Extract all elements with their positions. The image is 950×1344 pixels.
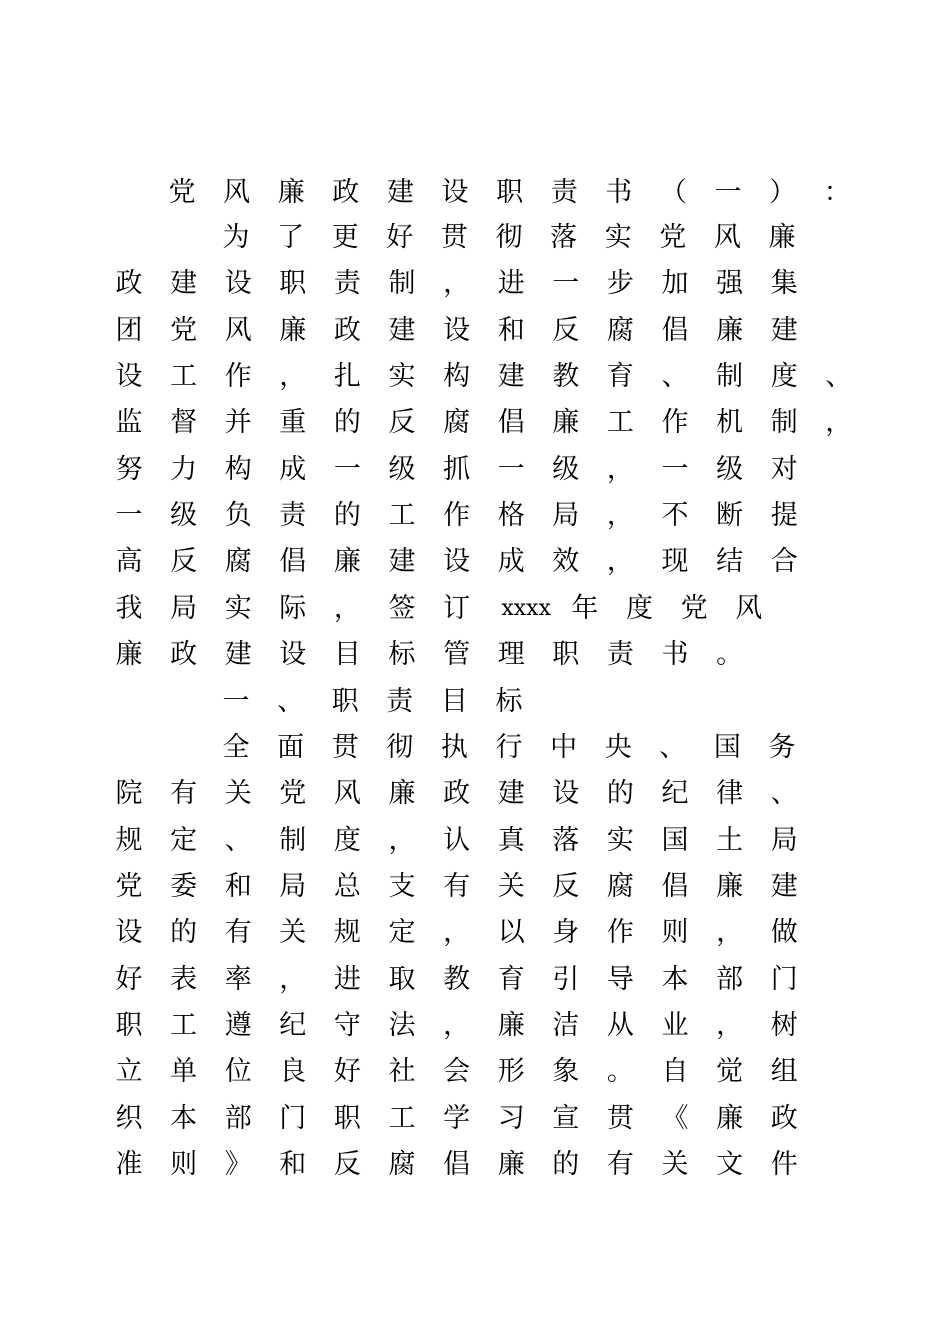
character: ， — [606, 500, 634, 531]
character: 反 — [333, 1149, 361, 1180]
character: 腐 — [606, 315, 634, 346]
character: 作 — [224, 361, 252, 392]
character: 建 — [388, 315, 416, 346]
character: 督 — [170, 407, 198, 438]
character: 责 — [550, 177, 578, 208]
character: 遵 — [224, 1010, 252, 1041]
character: 织 — [115, 1103, 143, 1134]
character: 廉 — [716, 1103, 744, 1134]
character: 律 — [716, 778, 744, 809]
character: 有 — [443, 871, 471, 902]
character: ， — [333, 593, 361, 624]
character: 反 — [552, 315, 580, 346]
character: 一 — [222, 686, 250, 717]
character: 风 — [333, 778, 361, 809]
character: 政 — [333, 315, 361, 346]
character: 党 — [115, 871, 143, 902]
character: ， — [825, 407, 853, 438]
character: 《 — [661, 1103, 689, 1134]
character: 社 — [388, 1056, 416, 1087]
character: 反 — [170, 546, 198, 577]
character: 则 — [661, 917, 689, 948]
character: 土 — [716, 825, 744, 856]
character: 国 — [661, 825, 689, 856]
character: 作 — [443, 500, 471, 531]
character: 从 — [606, 1010, 634, 1041]
character: 目 — [333, 639, 361, 670]
character: 、 — [770, 778, 798, 809]
character: 单 — [170, 1056, 198, 1087]
character: 位 — [224, 1056, 252, 1087]
character: 抓 — [443, 454, 471, 485]
character: 的 — [606, 778, 634, 809]
character: 洁 — [552, 1010, 580, 1041]
character: 业 — [661, 1010, 689, 1041]
character: 建 — [388, 546, 416, 577]
character: 反 — [388, 407, 416, 438]
character: ， — [443, 917, 471, 948]
character: 重 — [279, 407, 307, 438]
character: 工 — [170, 1010, 198, 1041]
character: 关 — [279, 917, 307, 948]
character: 对 — [770, 454, 798, 485]
character: 进 — [497, 268, 525, 299]
character: 了 — [277, 222, 305, 253]
character: 建 — [497, 361, 525, 392]
character: ， — [279, 361, 307, 392]
character: 好 — [333, 1056, 361, 1087]
character: 制 — [279, 825, 307, 856]
character: 政 — [332, 177, 360, 208]
character: 本 — [170, 1103, 198, 1134]
character: 作 — [606, 917, 634, 948]
character: 风 — [224, 315, 252, 346]
character: 际 — [279, 593, 307, 624]
character: 、 — [224, 825, 252, 856]
character: 纪 — [661, 778, 689, 809]
character: 贯 — [606, 1103, 634, 1134]
character: 党 — [279, 778, 307, 809]
character: 和 — [279, 1149, 307, 1180]
character: 加 — [661, 268, 689, 299]
character: 央 — [604, 732, 632, 763]
character: 设 — [279, 639, 307, 670]
character: 中 — [550, 732, 578, 763]
character: 结 — [716, 546, 744, 577]
character: 廉 — [552, 407, 580, 438]
character: 落 — [550, 222, 578, 253]
character: 责 — [386, 686, 414, 717]
character: 度 — [770, 361, 798, 392]
character: 好 — [115, 964, 143, 995]
character: 设 — [441, 177, 469, 208]
character: 良 — [279, 1056, 307, 1087]
character: ， — [388, 825, 416, 856]
character: 育 — [606, 361, 634, 392]
character: 风 — [735, 593, 763, 624]
character: 、 — [825, 361, 853, 392]
character: 责 — [333, 268, 361, 299]
character: 彻 — [386, 732, 414, 763]
character: 落 — [552, 825, 580, 856]
character: 门 — [279, 1103, 307, 1134]
character: 设 — [443, 546, 471, 577]
character: 局 — [170, 593, 198, 624]
character: 为 — [222, 222, 250, 253]
character: 书 — [661, 639, 689, 670]
character: 合 — [770, 546, 798, 577]
character: 构 — [443, 361, 471, 392]
character: 部 — [716, 964, 744, 995]
character: 支 — [388, 871, 416, 902]
character: 育 — [497, 964, 525, 995]
character: 定 — [170, 825, 198, 856]
character: 机 — [716, 407, 744, 438]
character: 理 — [497, 639, 525, 670]
character: 制 — [770, 407, 798, 438]
character: 倡 — [497, 407, 525, 438]
character: 教 — [552, 361, 580, 392]
character: 建 — [770, 315, 798, 346]
character: 实 — [224, 593, 252, 624]
character: 建 — [386, 177, 414, 208]
character: 廉 — [277, 177, 305, 208]
character: 宣 — [552, 1103, 580, 1134]
character: 形 — [497, 1056, 525, 1087]
character: 有 — [606, 1149, 634, 1180]
character: 彻 — [495, 222, 523, 253]
character: 度 — [626, 593, 653, 624]
character: （ — [659, 177, 687, 208]
character: 面 — [277, 732, 305, 763]
character: 习 — [497, 1103, 525, 1134]
character: 做 — [770, 917, 798, 948]
character: 廉 — [497, 1010, 525, 1041]
character: 规 — [115, 825, 143, 856]
character: 腐 — [606, 871, 634, 902]
character: ， — [716, 917, 744, 948]
character: 纪 — [279, 1010, 307, 1041]
character: 构 — [224, 454, 252, 485]
character: ， — [443, 268, 471, 299]
character: 部 — [224, 1103, 252, 1134]
character: 务 — [768, 732, 796, 763]
character: 守 — [333, 1010, 361, 1041]
latin-run: xxxx — [501, 596, 551, 621]
character: 倡 — [661, 871, 689, 902]
character: 努 — [115, 454, 143, 485]
character: 规 — [333, 917, 361, 948]
character: 廉 — [279, 315, 307, 346]
character: 工 — [388, 1103, 416, 1134]
character: 职 — [115, 1010, 143, 1041]
character: 的 — [552, 1149, 580, 1180]
character: ， — [606, 454, 634, 485]
character: 一 — [497, 454, 525, 485]
character: 年 — [571, 593, 599, 624]
character: 工 — [170, 361, 198, 392]
character: 廉 — [716, 315, 744, 346]
character: 学 — [443, 1103, 471, 1134]
character: 党 — [168, 177, 196, 208]
character: 文 — [716, 1149, 744, 1180]
character: 行 — [495, 732, 523, 763]
character: 设 — [115, 361, 143, 392]
character: 廉 — [497, 1149, 525, 1180]
character: ： — [823, 177, 851, 208]
character: 力 — [170, 454, 198, 485]
character: 局 — [279, 871, 307, 902]
character: 党 — [170, 315, 198, 346]
character: 工 — [606, 407, 634, 438]
character: 引 — [552, 964, 580, 995]
character: 标 — [495, 686, 523, 717]
character: 现 — [661, 546, 689, 577]
character: 度 — [333, 825, 361, 856]
character: 职 — [496, 177, 524, 208]
character: 门 — [770, 964, 798, 995]
character: 贯 — [440, 222, 468, 253]
character: 局 — [770, 825, 798, 856]
character: 、 — [659, 732, 687, 763]
character: 设 — [552, 778, 580, 809]
character: 一 — [115, 500, 143, 531]
character: 本 — [661, 964, 689, 995]
character: 责 — [606, 639, 634, 670]
character: 目 — [440, 686, 468, 717]
character: 定 — [388, 917, 416, 948]
character: 并 — [224, 407, 252, 438]
character: 实 — [606, 825, 634, 856]
character: 一 — [661, 454, 689, 485]
character: 廉 — [333, 546, 361, 577]
character: 责 — [279, 500, 307, 531]
character: 签 — [388, 593, 416, 624]
character: 制 — [716, 361, 744, 392]
character: 负 — [224, 500, 252, 531]
character: 象 — [552, 1056, 580, 1087]
character: 断 — [716, 500, 744, 531]
character: 有 — [224, 917, 252, 948]
character: 级 — [170, 500, 198, 531]
character: 则 — [170, 1149, 198, 1180]
character: 关 — [497, 871, 525, 902]
character: 设 — [115, 917, 143, 948]
character: 。 — [606, 1056, 634, 1087]
character: 、 — [277, 686, 305, 717]
character: 关 — [661, 1149, 689, 1180]
character: ， — [443, 1010, 471, 1041]
character: 建 — [224, 639, 252, 670]
character: 的 — [333, 500, 361, 531]
character: 高 — [115, 546, 143, 577]
character: 强 — [716, 268, 744, 299]
character: 院 — [115, 778, 143, 809]
character: ） — [769, 177, 797, 208]
character: 关 — [224, 778, 252, 809]
character: 进 — [333, 964, 361, 995]
character: 准 — [115, 1149, 143, 1180]
character: 导 — [606, 964, 634, 995]
character: 有 — [170, 778, 198, 809]
character: 教 — [443, 964, 471, 995]
character: 廉 — [388, 778, 416, 809]
character: 职 — [333, 1103, 361, 1134]
character: 实 — [388, 361, 416, 392]
character: 和 — [497, 315, 525, 346]
character: 集 — [770, 268, 798, 299]
character: 设 — [443, 315, 471, 346]
character: 取 — [388, 964, 416, 995]
character: 效 — [552, 546, 580, 577]
character: 政 — [170, 639, 198, 670]
character: 工 — [388, 500, 416, 531]
character: 建 — [497, 778, 525, 809]
character: 件 — [770, 1149, 798, 1180]
character: 倡 — [661, 315, 689, 346]
character: 廉 — [716, 871, 744, 902]
character: 身 — [552, 917, 580, 948]
character: 率 — [224, 964, 252, 995]
character: 倡 — [279, 546, 307, 577]
character: 更 — [331, 222, 359, 253]
character: 级 — [716, 454, 744, 485]
character: 廉 — [768, 222, 796, 253]
character: 的 — [333, 407, 361, 438]
character: 反 — [552, 871, 580, 902]
character: 腐 — [388, 1149, 416, 1180]
character: 职 — [552, 639, 580, 670]
character: 成 — [497, 546, 525, 577]
character: 监 — [115, 407, 143, 438]
character: 建 — [170, 268, 198, 299]
character: 风 — [223, 177, 251, 208]
character: 级 — [388, 454, 416, 485]
character: 。 — [716, 639, 744, 670]
character: 腐 — [224, 546, 252, 577]
character: 法 — [388, 1010, 416, 1041]
character: 职 — [331, 686, 359, 717]
character: 、 — [661, 361, 689, 392]
character: 表 — [170, 964, 198, 995]
character: 》 — [224, 1149, 252, 1180]
character: 政 — [443, 778, 471, 809]
character: ， — [279, 964, 307, 995]
character: 管 — [443, 639, 471, 670]
character: 总 — [333, 871, 361, 902]
character: 会 — [443, 1056, 471, 1087]
character: 格 — [497, 500, 525, 531]
character: 腐 — [443, 407, 471, 438]
character: 真 — [497, 825, 525, 856]
character: 团 — [115, 315, 143, 346]
character: 好 — [386, 222, 414, 253]
character: 党 — [680, 593, 708, 624]
character: 国 — [713, 732, 741, 763]
character: 不 — [661, 500, 689, 531]
character: 自 — [661, 1056, 689, 1087]
character: 建 — [770, 871, 798, 902]
character: 树 — [770, 1010, 798, 1041]
character: 委 — [170, 871, 198, 902]
character: 职 — [279, 268, 307, 299]
character: 局 — [552, 500, 580, 531]
character: 倡 — [443, 1149, 471, 1180]
character: 标 — [388, 639, 416, 670]
character: ， — [606, 546, 634, 577]
character: 立 — [115, 1056, 143, 1087]
character: 和 — [224, 871, 252, 902]
character: 制 — [388, 268, 416, 299]
character: 党 — [659, 222, 687, 253]
character: 设 — [224, 268, 252, 299]
character: 一 — [333, 454, 361, 485]
character: 廉 — [115, 639, 143, 670]
character: 执 — [440, 732, 468, 763]
character: 成 — [279, 454, 307, 485]
character: 级 — [552, 454, 580, 485]
character: 书 — [605, 177, 633, 208]
character: 贯 — [331, 732, 359, 763]
character: 全 — [222, 732, 250, 763]
character: 以 — [497, 917, 525, 948]
character: 组 — [770, 1056, 798, 1087]
character: 一 — [552, 268, 580, 299]
character: 一 — [714, 177, 742, 208]
character: 实 — [604, 222, 632, 253]
character: 政 — [115, 268, 143, 299]
character: 步 — [606, 268, 634, 299]
character: 的 — [170, 917, 198, 948]
character: 觉 — [716, 1056, 744, 1087]
character: 提 — [770, 500, 798, 531]
character: ， — [716, 1010, 744, 1041]
character: 订 — [443, 593, 471, 624]
character: 风 — [713, 222, 741, 253]
character: 认 — [443, 825, 471, 856]
character: 扎 — [333, 361, 361, 392]
character: 作 — [661, 407, 689, 438]
character: 政 — [770, 1103, 798, 1134]
character: 我 — [115, 593, 143, 624]
